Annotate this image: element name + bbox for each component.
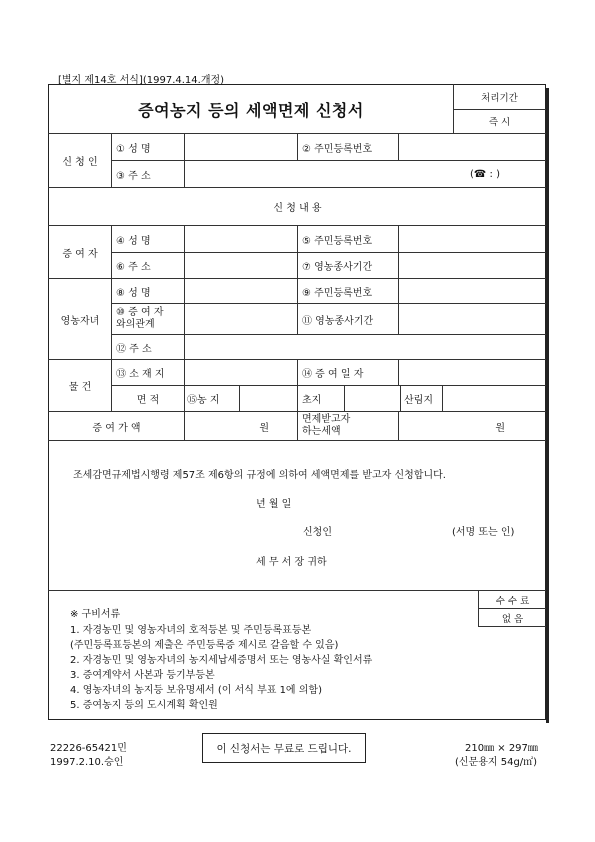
property-location-field[interactable] — [185, 360, 297, 385]
sign-note: (서명 또는 인) — [452, 527, 515, 538]
property-section-label: 물 건 — [68, 382, 92, 393]
applicant-address-label: ③ 주 소 — [116, 170, 151, 182]
document-item: 4. 영농자녀의 농지등 보유명세서 (이 서식 부표 1에 의함) — [70, 685, 322, 696]
heir-name-field[interactable] — [185, 279, 297, 303]
applicant-name-label: ① 성 명 — [116, 143, 151, 155]
processing-period-value: 즉 시 — [488, 117, 511, 128]
paper-size: 210㎜ × 297㎜ — [465, 743, 538, 754]
heir-relation-field[interactable] — [185, 304, 297, 334]
donor-address-label: ⑥ 주 소 — [116, 262, 151, 273]
content-header: 신 청 내 용 — [273, 203, 322, 214]
divider — [297, 133, 298, 160]
date-line: 년 월 일 — [256, 499, 292, 510]
donor-rrn-label: ⑤ 주민등록번호 — [302, 235, 373, 247]
heir-rrn-label: ⑨ 주민등록번호 — [302, 287, 373, 299]
heir-relation-label — [116, 304, 184, 334]
divider — [400, 385, 401, 411]
donor-section-label: 증 여 자 — [62, 248, 98, 260]
divider — [111, 278, 112, 359]
exempt-tax-label — [302, 412, 398, 440]
donor-period-field[interactable] — [399, 253, 545, 278]
applicant-section-label: 신 청 인 — [62, 157, 98, 168]
property-location-label: ⑬ 소 재 지 — [116, 369, 165, 380]
heir-address-label: ⑫ 주 소 — [116, 343, 152, 355]
applicant-name-field[interactable] — [185, 134, 297, 160]
fee-label: 수 수 료 — [495, 595, 530, 607]
heir-relation-text: ⑩ 증 여 자 와의관계 — [116, 307, 164, 330]
applicant-rrn-label: ② 주민등록번호 — [302, 143, 373, 155]
forest-label: 산림지 — [404, 395, 433, 406]
forest-field[interactable] — [443, 386, 545, 411]
gift-date-label: ⑭ 증 여 일 자 — [302, 369, 364, 380]
applicant-phone-mark: (☎ : ) — [470, 168, 500, 180]
gift-value-label: 증 여 가 액 — [92, 422, 141, 434]
donor-address-field[interactable] — [185, 253, 297, 278]
paper-weight: (신문용지 54g/㎡) — [455, 757, 538, 768]
applicant-address-field[interactable] — [185, 161, 470, 187]
document-item: 2. 자경농민 및 영농자녀의 농지세납세증명서 또는 영농사실 확인서류 — [70, 655, 373, 666]
divider — [297, 411, 298, 440]
document-item: 1. 자경농민 및 영농자녀의 호적등본 및 주민등록표등본 — [70, 625, 312, 636]
donor-rrn-field[interactable] — [399, 226, 545, 252]
form-shadow — [546, 88, 549, 723]
form-title: 증여농지 등의 세액면제 신청서 — [138, 100, 364, 120]
applicant-sign-label: 신청인 — [303, 527, 332, 538]
document-item: (주민등록표등본의 제출은 주민등록증 제시로 갈음할 수 있음) — [70, 640, 339, 651]
heir-name-label: ⑧ 성 명 — [116, 287, 151, 299]
donor-name-field[interactable] — [185, 226, 297, 252]
heir-address-field[interactable] — [185, 335, 545, 359]
heir-period-field[interactable] — [399, 304, 545, 334]
document-item: 5. 증여농지 등의 도시계획 확인원 — [70, 700, 218, 711]
exempt-tax-text: 면제받고자 하는세액 — [302, 414, 351, 437]
document-item: 3. 증여계약서 사본과 등기부등본 — [70, 670, 215, 681]
gift-value-field[interactable]: 원 — [259, 422, 269, 434]
farmland-label: ⑮농 지 — [187, 395, 220, 406]
documents-header: ※ 구비서류 — [70, 609, 121, 620]
divider — [297, 278, 298, 334]
form-code: 22226-65421민 — [50, 743, 127, 754]
gift-date-field[interactable] — [399, 360, 545, 385]
divider — [48, 440, 546, 441]
heir-section-label: 영농자녀 — [60, 315, 100, 327]
addressee: 세 무 서 장 귀하 — [256, 557, 327, 568]
approval-date: 1997.2.10.승인 — [50, 757, 124, 768]
divider — [478, 626, 546, 627]
applicant-rrn-field[interactable] — [399, 134, 545, 160]
heir-rrn-field[interactable] — [399, 279, 545, 303]
farmland-field[interactable] — [240, 386, 297, 411]
divider — [48, 590, 478, 591]
fee-value: 없 음 — [501, 613, 524, 625]
form-reference: [별지 제14호 서식](1997.4.14.개정) — [58, 75, 225, 86]
area-label: 면 적 — [136, 395, 160, 406]
grassland-label: 초지 — [302, 395, 322, 406]
free-notice: 이 신청서는 무료로 드립니다. — [202, 733, 366, 763]
donor-period-label: ⑦ 영농종사기간 — [302, 262, 373, 273]
application-statement: 조세감면규제법시행령 제57조 제6항의 규정에 의하여 세액면제를 받고자 신청합니다. — [73, 470, 446, 481]
heir-period-label: ⑪ 영농종사기간 — [302, 315, 374, 327]
exempt-tax-field[interactable]: 원 — [495, 422, 505, 434]
donor-name-label: ④ 성 명 — [116, 235, 151, 247]
processing-period-label: 처리기간 — [481, 93, 518, 104]
grassland-field[interactable] — [345, 386, 400, 411]
